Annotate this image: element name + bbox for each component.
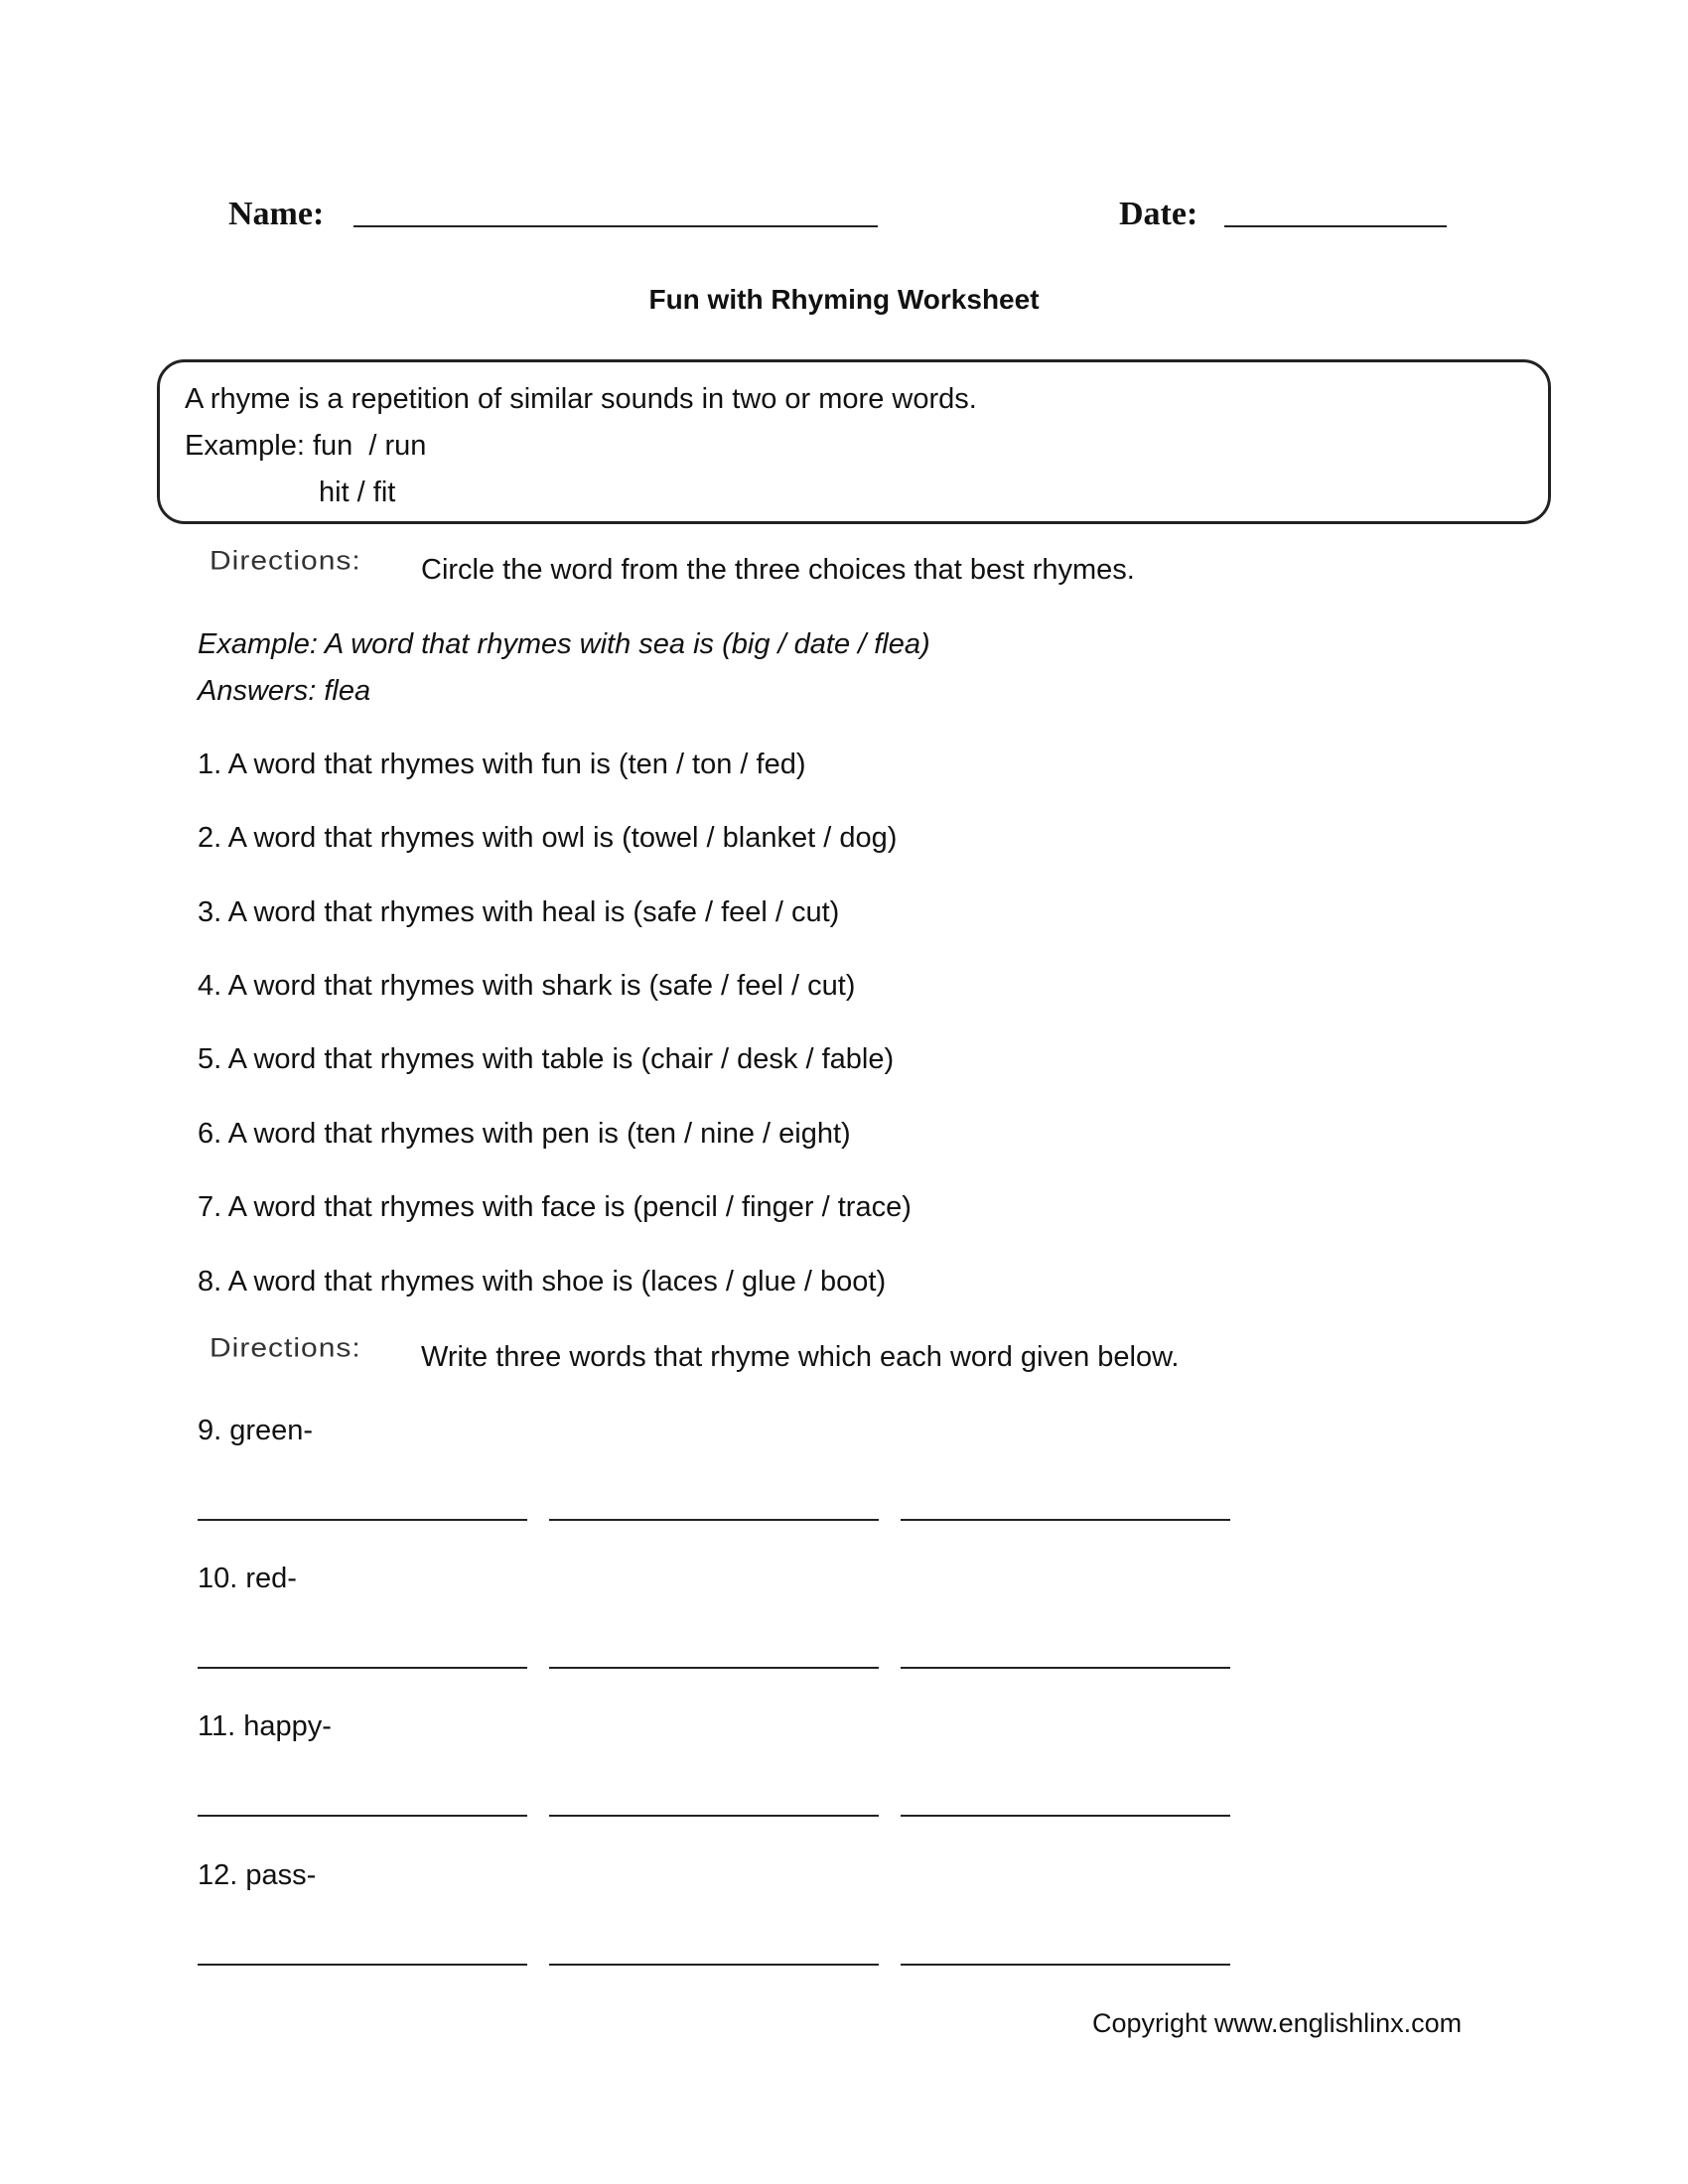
definition-example: Example: fun / run [185,430,427,462]
rhyme-prompt: 12. pass- [198,1859,317,1891]
question-item: 6. A word that rhymes with pen is (ten / nine / eight) [198,1118,851,1150]
answer-blank[interactable] [901,1964,1230,1966]
name-label: Name: [228,196,325,232]
definition-example-2: hit / fit [319,477,396,508]
answer-blank[interactable] [901,1667,1230,1669]
question-item: 2. A word that rhymes with owl is (towel / blanket / dog) [198,822,898,854]
name-field[interactable] [353,225,878,227]
date-label: Date: [1119,196,1198,232]
answer-blank[interactable] [549,1667,879,1669]
answer-blank[interactable] [549,1964,879,1966]
definition-text: A rhyme is a repetition of similar sounds in two or more words. [185,383,977,415]
directions-label-2: Directions: [210,1333,361,1363]
question-item: 4. A word that rhymes with shark is (safe / feel / cut) [198,970,856,1002]
answer-blank[interactable] [549,1815,879,1817]
answer-blank[interactable] [198,1667,527,1669]
rhyme-prompt: 11. happy- [198,1710,332,1742]
answer-blank[interactable] [901,1519,1230,1521]
question-item: 3. A word that rhymes with heal is (safe / feel / cut) [198,896,840,928]
answer-blank[interactable] [198,1815,527,1817]
directions-label: Directions: [210,546,361,576]
answer-blank[interactable] [198,1964,527,1966]
copyright-notice: Copyright www.englishlinx.com [1092,2008,1463,2038]
question-item: 7. A word that rhymes with face is (pencil / finger / trace) [198,1191,912,1223]
question-item: 8. A word that rhymes with shoe is (laces / glue / boot) [198,1266,887,1297]
question-item: 1. A word that rhymes with fun is (ten / ton / fed) [198,749,806,780]
rhyme-prompt: 9. green- [198,1415,314,1446]
answer-blank[interactable] [549,1519,879,1521]
directions-text-2: Write three words that rhyme which each word given below. [421,1341,1180,1373]
rhyme-prompt: 10. red- [198,1563,297,1594]
example-question: Example: A word that rhymes with sea is (big / date / flea) [198,628,930,660]
question-item: 5. A word that rhymes with table is (chair / desk / fable) [198,1043,895,1075]
directions-text: Circle the word from the three choices that best rhymes. [421,554,1135,586]
worksheet-title: Fun with Rhyming Worksheet [648,284,1040,315]
answer-blank[interactable] [901,1815,1230,1817]
answer-blank[interactable] [198,1519,527,1521]
date-field[interactable] [1224,225,1447,227]
example-answer: Answers: flea [198,675,371,707]
